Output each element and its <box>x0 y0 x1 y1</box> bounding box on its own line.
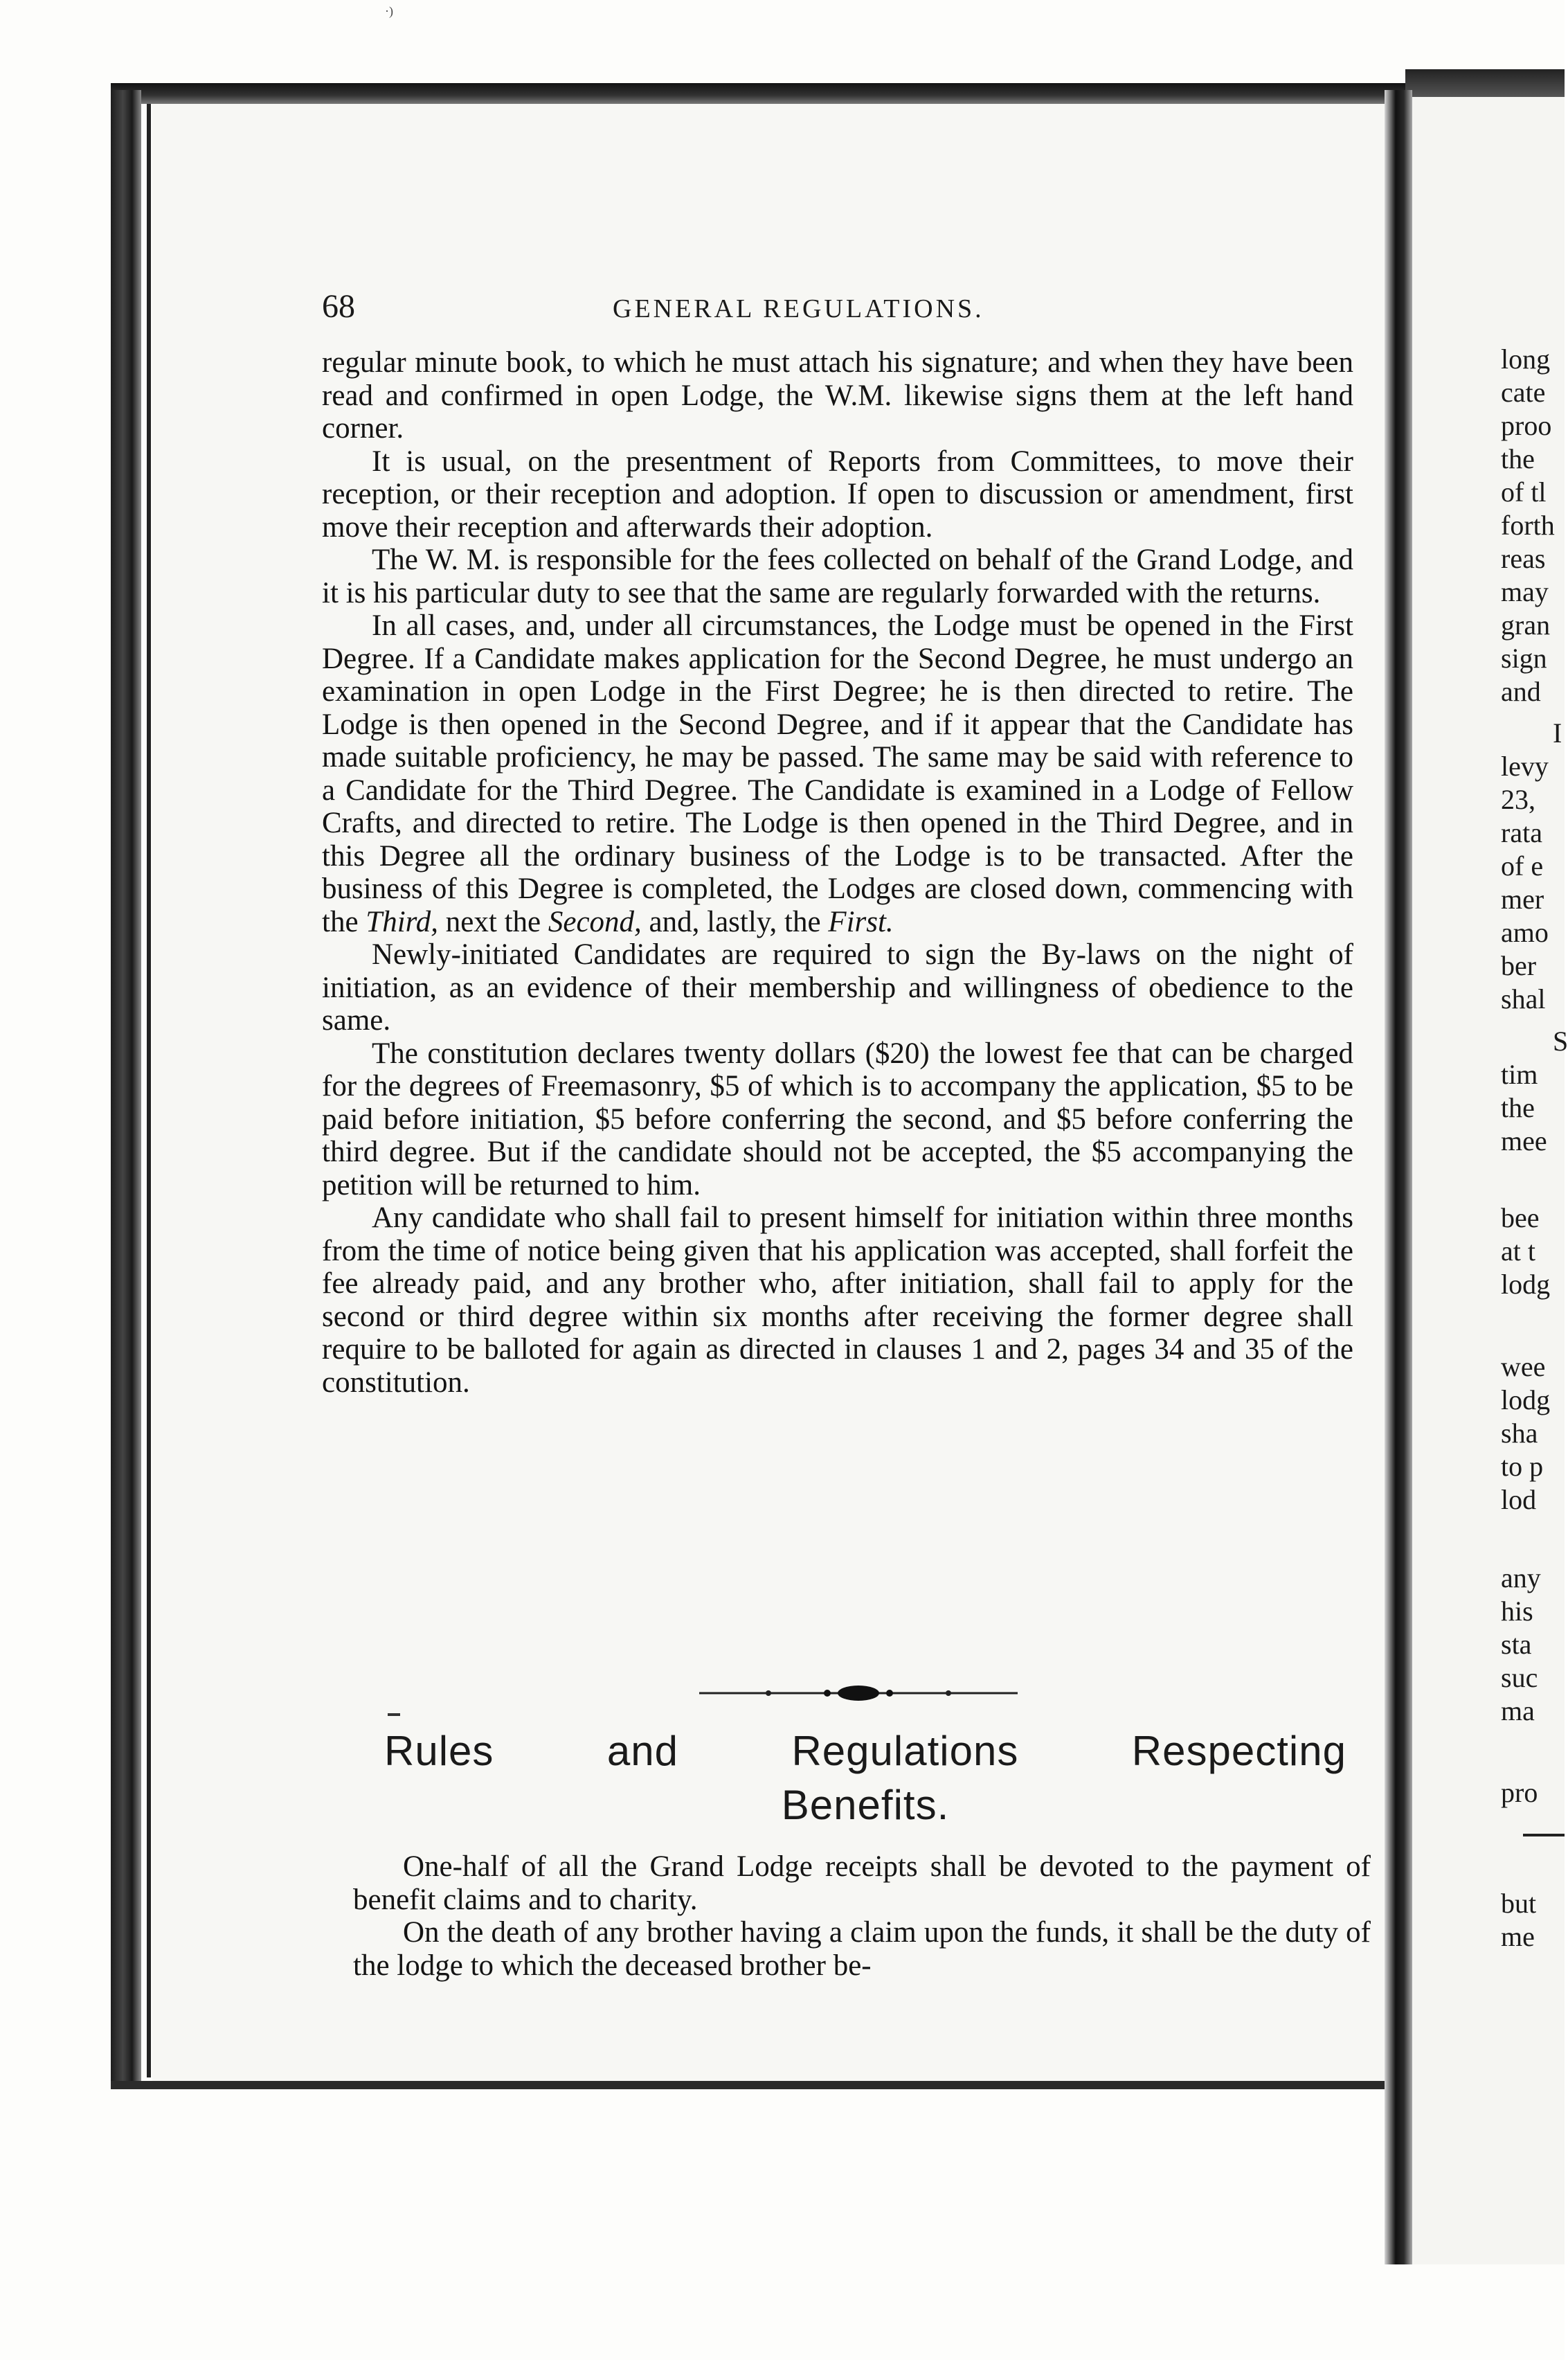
facing-fragment: gran <box>1501 609 1551 641</box>
facing-fragment: the <box>1501 443 1535 474</box>
book-left-edge <box>111 90 141 2084</box>
book-top-edge <box>111 83 1405 104</box>
facing-fragment: cate <box>1501 377 1546 408</box>
paragraph-2: It is usual, on the presentment of Reports from Committees, to move their reception, or their reception and adoption. If open to discussion or amendment, first move their reception and afterwards their adoption. <box>322 445 1353 544</box>
scan-mark: ·) <box>385 4 393 18</box>
paragraph-7: Any candidate who shall fail to present himself for initiation within three months from the time of notice being given that his application was accepted, shall forfeit the fee already paid, and any brother who, after initiation, shall fail to apply for the second or third degree within six months after receiving the former degree shall require to be balloted for again as directed in clauses 1 and 2, pages 34 and 35 of the constitution. <box>322 1201 1353 1399</box>
degree-third: Third, <box>366 905 439 938</box>
facing-fragment: reas <box>1501 543 1546 574</box>
facing-fragment: levy <box>1501 751 1549 782</box>
paragraph-4 <box>322 609 1353 938</box>
facing-fragment: wee <box>1501 1351 1546 1382</box>
facing-fragment: lodg <box>1501 1269 1551 1300</box>
benefits-paragraph-1: One-half of all the Grand Lodge receipts shall be devoted to the payment of benefit claims and to charity. <box>353 1850 1371 1916</box>
page-edge-line <box>147 104 151 2077</box>
facing-fragment: bee <box>1501 1202 1540 1233</box>
facing-fragment: me <box>1501 1921 1535 1952</box>
facing-fragment: sta <box>1501 1629 1532 1660</box>
page-number: 68 <box>322 288 355 325</box>
facing-fragment: lod <box>1501 1484 1537 1515</box>
facing-fragment: shal <box>1501 983 1546 1014</box>
paragraph-5: Newly-initiated Candidates are required to sign the By-laws on the night of initiation, as an evidence of their membership and willingness of obedience to the same. <box>322 938 1353 1037</box>
degree-second: Second, <box>548 905 642 938</box>
facing-fragment: ma <box>1501 1695 1535 1726</box>
degree-first: First. <box>828 905 894 938</box>
running-head <box>322 287 1042 325</box>
facing-fragment: 23, <box>1501 784 1535 815</box>
facing-fragment: and <box>1501 676 1541 707</box>
facing-fragment: mer <box>1501 884 1544 915</box>
facing-fragment: mee <box>1501 1125 1547 1156</box>
book-bottom-edge <box>111 2081 1398 2089</box>
heading-word-1: Rules <box>384 1728 494 1774</box>
facing-fragment: to p <box>1501 1451 1544 1482</box>
paragraph-3: The W. M. is responsible for the fees collected on behalf of the Grand Lodge, and it is his particular duty to see that the same are regularly forwarded with the returns. <box>322 544 1353 609</box>
facing-fragment: ber <box>1501 950 1537 981</box>
facing-fragment: may <box>1501 576 1549 607</box>
book-top-edge-right <box>1405 69 1565 97</box>
facing-fragment: but <box>1501 1888 1537 1919</box>
facing-fragment: I <box>1553 717 1562 749</box>
facing-fragment: sha <box>1501 1418 1538 1449</box>
book-gutter <box>1385 90 1412 2264</box>
facing-fragment: of e <box>1501 850 1544 882</box>
facing-page-rule <box>1523 1834 1565 1836</box>
section-heading <box>384 1724 1346 1832</box>
facing-fragment: rata <box>1501 817 1542 848</box>
heading-word-4: Respecting <box>1131 1728 1346 1774</box>
heading-word-3: Regulations <box>791 1728 1019 1774</box>
facing-fragment: his <box>1501 1595 1533 1627</box>
heading-word-2: and <box>606 1728 678 1774</box>
benefits-paragraph-2: On the death of any brother having a claim upon the funds, it shall be the duty of the lodge to which the deceased brother be- <box>353 1916 1371 1982</box>
facing-fragment: suc <box>1501 1662 1538 1693</box>
paragraph-4-text: In all cases, and, under all circumstances, the Lodge must be opened in the First Degree. If a Candidate makes application for the Second Degree, he must undergo an examination in open Lodge in the First Degree; he is then directed to retire. The Lodge is then opened in the Second Degree, and if it appear that the Candidate has made suitable proficiency, he may be passed. The same may be said with reference to a Candidate for the Third Degree. The Candidate is examined in a Lodge of Fellow Crafts, and directed to retire. The Lodge is then opened in the Third Degree, and in this Degree all the ordinary business of the Lodge is to be transacted. After the business of this Degree is completed, the Lodges are closed down, commencing with the <box>322 609 1353 938</box>
section-heading-line-1 <box>384 1724 1346 1778</box>
facing-fragment: pro <box>1501 1777 1538 1808</box>
facing-fragment: lodg <box>1501 1384 1551 1415</box>
facing-fragment: S <box>1553 1026 1568 1057</box>
text-and-lastly: and, lastly, the <box>649 905 821 938</box>
paragraph-1: regular minute book, to which he must attach his signature; and when they have been read and confirmed in open Lodge, the W.M. likewise signs them at the left hand corner. <box>322 346 1353 445</box>
running-title: GENERAL REGULATIONS. <box>613 294 984 323</box>
dash-mark <box>388 1713 400 1716</box>
facing-fragment: at t <box>1501 1235 1535 1267</box>
text-next-the: next the <box>445 905 541 938</box>
paragraph-6: The constitution declares twenty dollars ($20) the lowest fee that can be charged for the degrees of Freemasonry, $5 of which is to accompany the application, $5 to be paid before initiation, $5 before conferring the second, and $5 before conferring the third degree. But if the candidate should not be accepted, the $5 accompanying the petition will be returned to him. <box>322 1037 1353 1201</box>
benefits-text <box>353 1850 1371 1982</box>
facing-fragment: amo <box>1501 917 1549 948</box>
facing-fragment: proo <box>1501 410 1552 441</box>
section-heading-line-2: Benefits. <box>781 1782 950 1828</box>
body-text <box>322 346 1353 1399</box>
facing-fragment: long <box>1501 343 1551 375</box>
facing-fragment: sign <box>1501 643 1547 674</box>
facing-fragment: the <box>1501 1092 1535 1123</box>
facing-fragment: tim <box>1501 1059 1538 1090</box>
facing-fragment: of tl <box>1501 476 1547 508</box>
facing-fragment: forth <box>1501 510 1555 541</box>
ornament-divider-icon <box>699 1683 1018 1704</box>
facing-fragment: any <box>1501 1562 1541 1593</box>
